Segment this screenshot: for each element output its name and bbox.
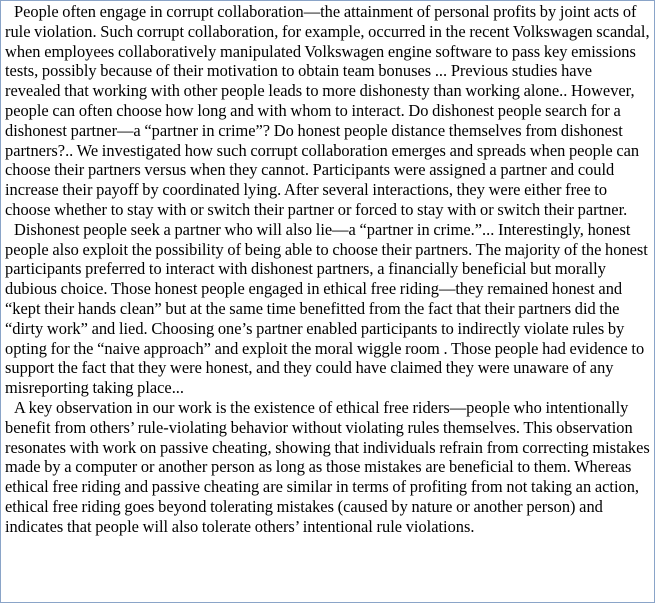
- document-body: [5, 2, 651, 537]
- paragraph-partner-in-crime: Dishonest people seek a partner who will also lie—a “partner in crime.”... Interestingly, honest people also exploit the possibility of being able to choose their partners. The majority of the honest participants preferred to interact with dishonest partners, a financially beneficial but morally dubious choice. Those honest people engaged in ethical free riding—they remained honest and “kept their hands clean” but at the same time benefitted from the fact that their partners did the “dirty work” and lied. Choosing one’s partner enabled participants to indirectly violate rules by opting for the “naive approach” and exploit the moral wiggle room . Those people had evidence to support the fact that they were honest, and they could have claimed they were unaware of any misreporting taking place...: [5, 219, 648, 398]
- paragraph-ethical-free-riders: A key observation in our work is the existence of ethical free riders—people who intentionally benefit from others’ rule-violating behavior without violating rules themselves. This observation resonates with work on passive cheating, showing that individuals refrain from correcting mistakes made by a computer or another person as long as those mistakes are beneficial to them. Whereas ethical free riding and passive cheating are similar in terms of profiting from not taking an action, ethical free riding goes beyond tolerating mistakes (caused by nature or another person) and indicates that people will also tolerate others’ intentional rule violations.: [5, 397, 650, 536]
- paragraph-corrupt-collaboration: People often engage in corrupt collaboration—the attainment of personal profits by joint acts of rule violation. Such corrupt collaboration, for example, occurred in the recent Volkswagen scandal, when employees collaboratively manipulated Volkswagen engine software to pass key emissions tests, possibly because of their motivation to obtain team bonuses ... Previous studies have revealed that working with other people leads to more dishonesty than working alone.. However, people can often choose how long and with whom to interact. Do dishonest people search for a dishonest partner—a “partner in crime”? Do honest people distance themselves from dishonest partners?.. We investigated how such corrupt collaboration emerges and spreads when people can choose their partners versus when they cannot. Participants were assigned a partner and could increase their payoff by coordinated lying. After several interactions, they were either free to choose whether to stay with or switch their partner or forced to stay with or switch their partner.: [5, 2, 650, 219]
